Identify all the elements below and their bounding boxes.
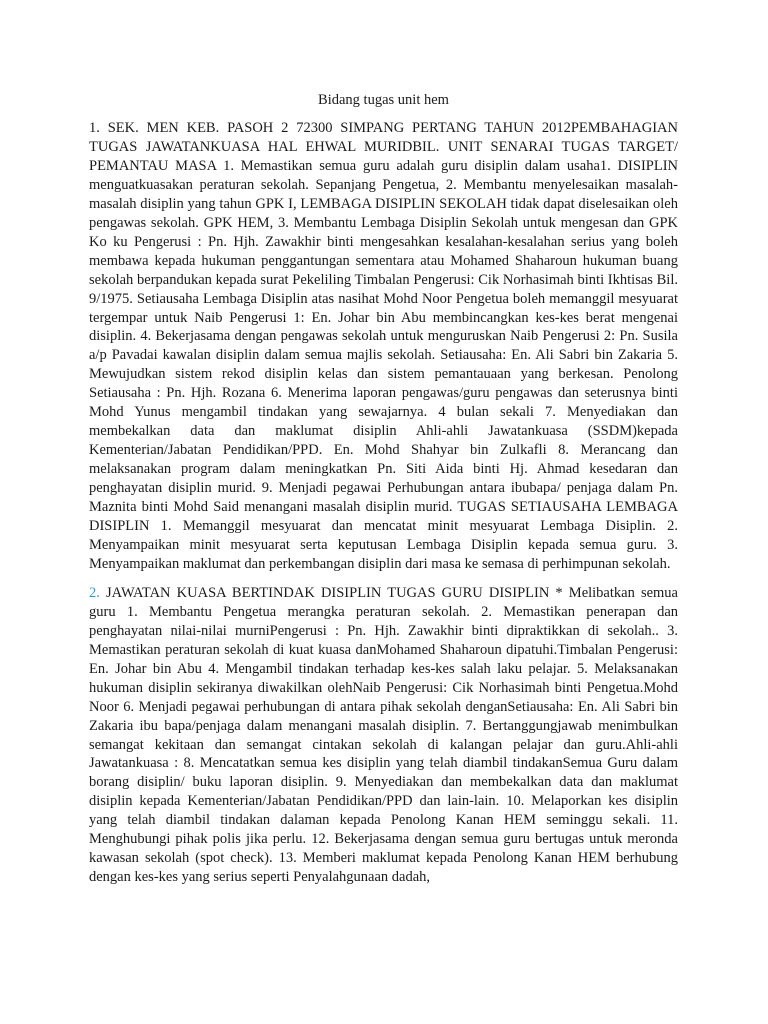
paragraph-1 — [89, 119, 678, 574]
document-page — [89, 90, 678, 897]
document-title: Bidang tugas unit hem — [318, 92, 449, 108]
paragraph-2-text: JAWATAN KUASA BERTINDAK DISIPLIN TUGAS GURU DISIPLIN * Melibatkan semua guru 1. Membantu Pengetua merangka peraturan sekolah. 2. Memastikan penerapan dan penghayatan nilai-nilai murniPengerusi : Pn. Hjh. Zawakhir binti dipraktikkan di sekolah.. 3. Memastikan peraturan sekolah di kuat kuasa danMohamed Shaharoun dipatuhi.Timbalan Pengerusi: En. Johar bin Abu 4. Mengambil tindakan terhadap kes-kes salah laku pelajar. 5. Melaksanakan hukuman disiplin sekiranya diwakilkan olehNaib Pengerusi: Cik Norhasimah binti Pengetua.Mohd Noor 6. Menjadi pegawai perhubungan di antara pihak sekolah denganSetiausaha: En. Ali Sabri bin Zakaria ibu bapa/penjaga dalam menangani masalah disiplin. 7. Bertanggungjawab menimbulkan semangat kekitaan dan semangat cintakan sekolah di kalangan pelajar dan guru.Ahli-ahli Jawatankuasa : 8. Mencatatkan semua kes disiplin yang telah diambil tindakanSemua Guru dalam borang disiplin/ buku laporan disiplin. 9. Menyediakan dan membekalkan data dan maklumat disiplin kepada Kementerian/Jabatan Pendidikan/PPD dan lain-lain. 10. Melaporkan kes disiplin yang telah diambil tindakan dalaman kepada Penolong Kanan HEM seminggu sekali. 11. Menghubungi pihak polis jika perlu. 12. Bekerjasama dengan semua guru bertugas untuk meronda kawasan sekolah (spot check). 13. Memberi maklumat kepada Penolong Kanan HEM berhubung dengan kes-kes yang serius seperti Penyalahgunaan dadah, — [89, 584, 678, 886]
paragraph-1-text: 1. SEK. MEN KEB. PASOH 2 72300 SIMPANG PERTANG TAHUN 2012PEMBAHAGIAN TUGAS JAWATANKUASA HAL EHWAL MURIDBIL. UNIT SENARAI TUGAS TARGET/ PEMANTAU MASA 1. Memastikan semua guru adalah guru disiplin dalam usaha1. DISIPLIN menguatkuasakan peraturan sekolah. Sepanjang Pengetua, 2. Membantu menyelesaikan masalah-masalah disiplin yang tahun GPK I, LEMBAGA DISIPLIN SEKOLAH tidak dapat diselesaikan oleh pengawas sekolah. GPK HEM, 3. Membantu Lembaga Disiplin Sekolah untuk mengesan dan GPK Ko ku Pengerusi : Pn. Hjh. Zawakhir binti mengesahkan kesalahan-kesalahan serius yang boleh membawa kepada hukuman penggantungan sementara atau Mohamed Shaharoun hukuman buang sekolah berpandukan kepada surat Pekeliling Timbalan Pengerusi: Cik Norhasimah binti Ikhtisas Bil. 9/1975. Setiausaha Lembaga Disiplin atas nasihat Mohd Noor Pengetua boleh memanggil mesyuarat tergempar untuk Naib Pengerusi 1: En. Johar bin Abu membincangkan kes-kes berat mengenai disiplin. 4. Bekerjasama dengan pengawas sekolah untuk menguruskan Naib Pengerusi 2: Pn. Susila a/p Pavadai kawalan disiplin dalam semua majlis sekolah. Setiausaha: En. Ali Sabri bin Zakaria 5. Mewujudkan sistem rekod disiplin kelas dan sistem pemantauaan yang berkesan. Penolong Setiausaha : Pn. Hjh. Rozana 6. Menerima laporan pengawas/guru pengawas dan seterusnya binti Mohd Yunus mengambil tindakan yang sewajarnya. 4 bulan sekali 7. Menyediakan dan membekalkan data dan maklumat disiplin Ahli-ahli Jawatankuasa (SSDM)kepada Kementerian/Jabatan Pendidikan/PPD. En. Mohd Shahyar bin Zulkafli 8. Merancang dan melaksanakan program dalam meningkatkan Pn. Siti Aida binti Hj. Ahmad kesedaran dan penghayatan disiplin murid. 9. Menjadi pegawai Perhubungan antara ibubapa/ penjaga dalam Pn. Maznita binti Mohd Said menangani masalah disiplin murid. TUGAS SETIAUSAHA LEMBAGA DISIPLIN 1. Memanggil mesyuarat dan mencatat minit mesyuarat Lembaga Disiplin. 2. Menyampaikan minit mesyuarat serta keputusan Lembaga Disiplin kepada semua guru. 3. Menyampaikan maklumat dan perkembangan disiplin dari masa ke semasa di perhimpunan sekolah. — [89, 120, 678, 572]
paragraph-2-number: 2. — [89, 584, 100, 601]
paragraph-2 — [89, 584, 678, 887]
